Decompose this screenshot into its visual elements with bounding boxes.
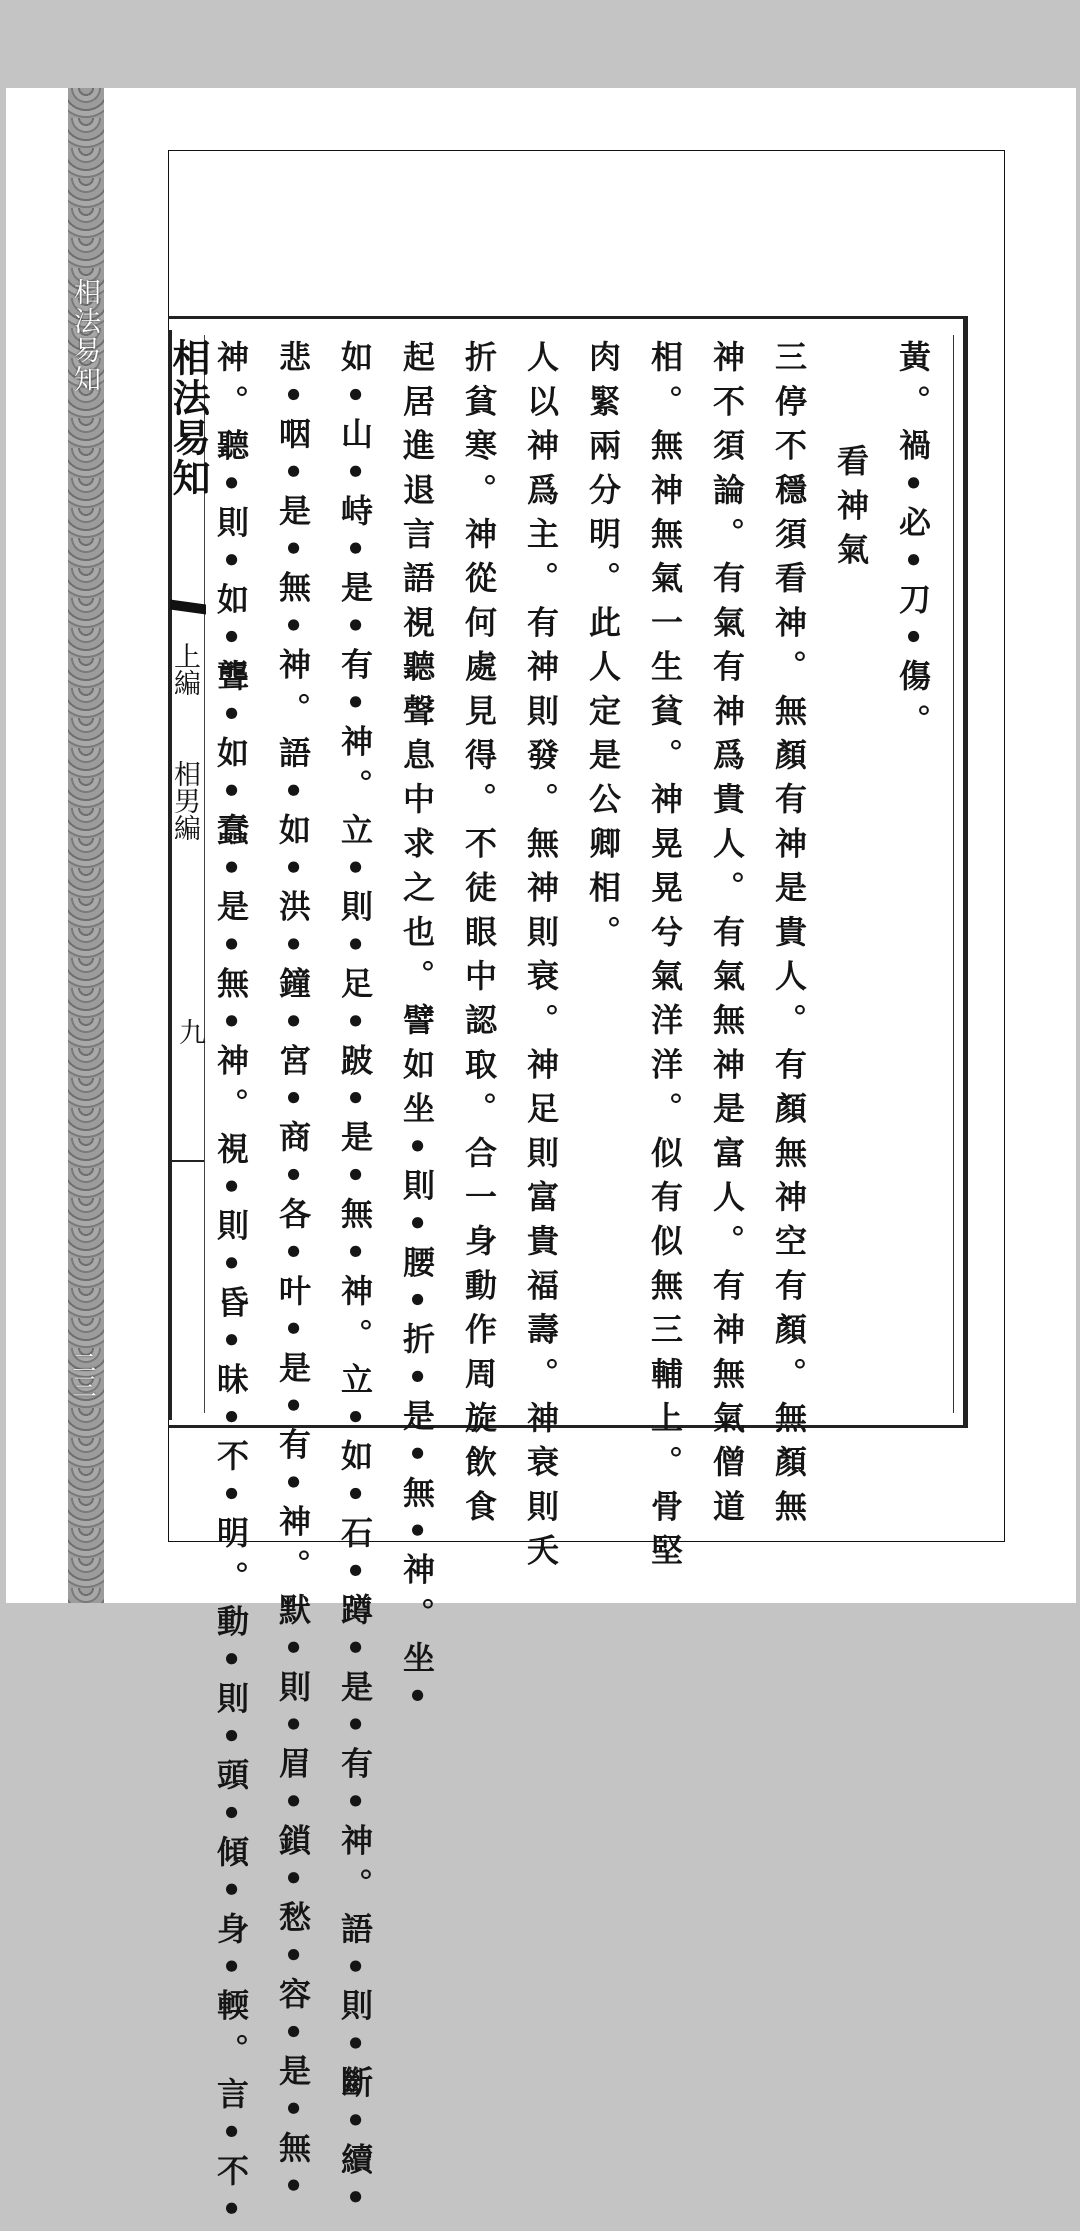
margin-rule	[170, 1160, 204, 1162]
margin-volume: 上編	[169, 642, 200, 696]
margin-section: 相男編	[169, 760, 200, 841]
text-column: 肉緊兩分明。此人定是公卿相。	[584, 340, 622, 959]
margin-book-title: 相法易知	[166, 338, 211, 498]
text-column: 神不須論。有氣有神爲貴人。有氣無神是富人。有神無氣僧道	[708, 340, 746, 1534]
fish-tail-mark	[170, 599, 206, 614]
text-column: 三停不穩須看神。無顏有神是貴人。有顏無神空有顏。無顏無	[770, 340, 808, 1534]
text-column: 如•山•峙•是•有•神。立•則•足•跛•是•無•神。立•如•石•蹲•是•有•神。語•則•斷•續•	[336, 340, 374, 2220]
text-columns	[205, 340, 965, 2231]
heading-column: 看神氣	[832, 444, 870, 577]
text-column: 折貧寒。神從何處見得。不徒眼中認取。合一身動作周旋飲食	[460, 340, 498, 1534]
spine-page-number: 二三	[68, 1350, 96, 1398]
text-column: 神。聽•則•如•聾•如•蠢•是•無•神。視•則•昏•昧•不•明。動•則•頭•傾•身•輭。言•不•	[212, 340, 250, 2231]
margin-page-number: 九	[174, 1018, 205, 1045]
text-column: 人以神爲主。有神則發。無神則衰。神足則富貴福壽。神衰則夭	[522, 340, 560, 1578]
margin-column	[168, 330, 210, 1420]
text-column: 黃。禍•必•刀•傷。	[894, 340, 932, 748]
text-column: 起居進退言語視聽聲息中求之也。譬如坐•則•腰•折•是•無•神。坐•	[398, 340, 436, 1718]
text-column: 悲•咽•是•無•神。語•如•洪•鐘•宮•商•各•叶•是•有•神。默•則•眉•鎖•愁•容•是•無•	[274, 340, 312, 2208]
text-column: 相。無神無氣一生貧。神晃晃兮氣洋洋。似有似無三輔上。骨堅	[646, 340, 684, 1578]
spine-title: 相法易知	[69, 278, 100, 394]
